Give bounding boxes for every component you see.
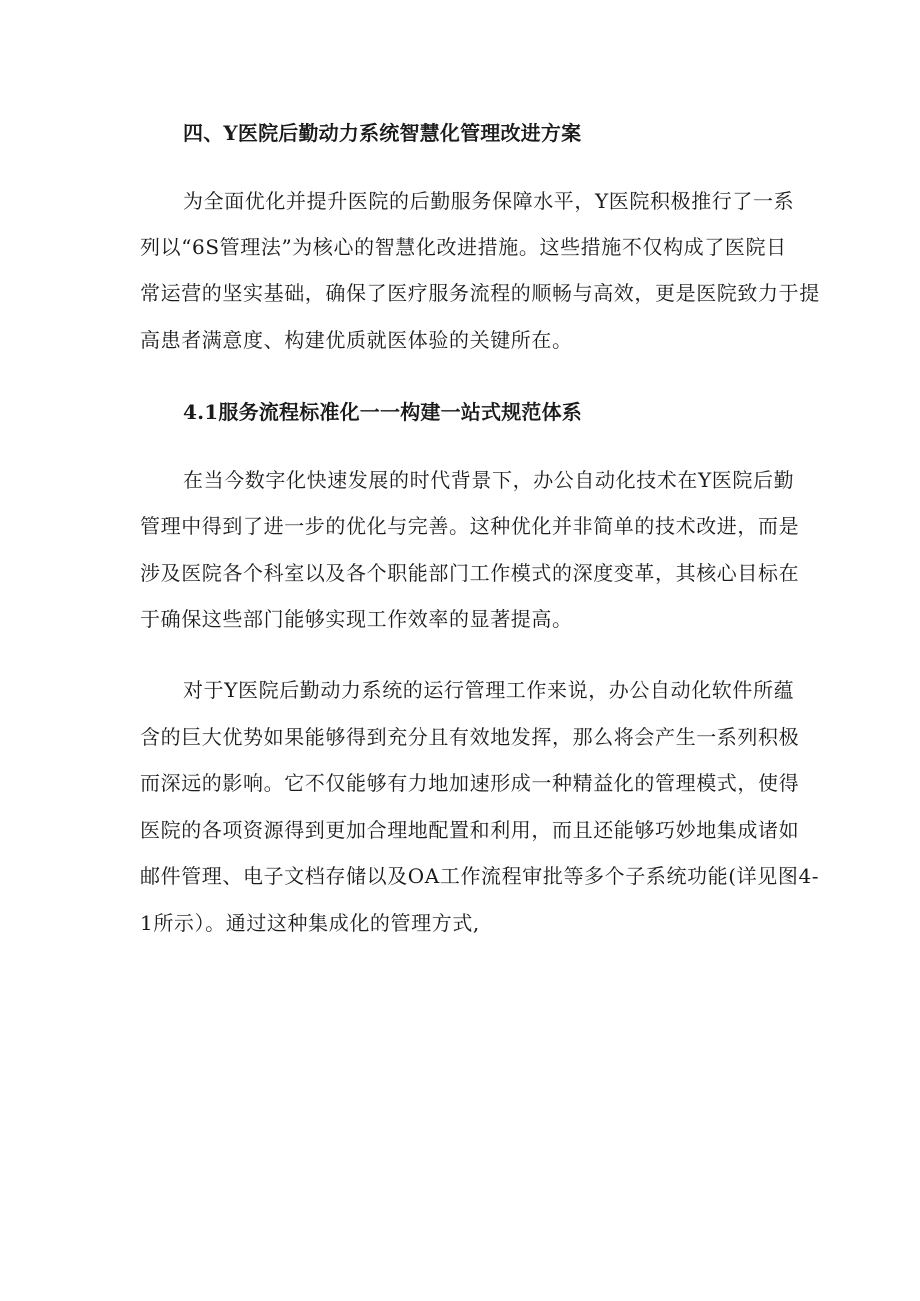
para2-line-5: 邮件管理、电子文档存储以及OA工作流程审批等多个子系统功能(详见图4- <box>140 864 820 888</box>
intro-line-1: 为全面优化并提升医院的后勤服务保障水平，Y医院积极推行了一系 <box>183 189 795 213</box>
para1-line-1: 在当今数字化快速发展的时代背景下，办公自动化技术在Y医院后勤 <box>183 468 795 492</box>
para2-line-4: 医院的各项资源得到更加合理地配置和利用，而且还能够巧妙地集成诸如 <box>140 818 800 842</box>
intro-line-4: 高患者满意度、构建优质就医体验的关键所在。 <box>140 328 573 352</box>
subsection-heading: 4.1服务流程标准化一一构建一站式规范体系 <box>183 400 582 424</box>
intro-line-2: 列以“6S管理法”为核心的智慧化改进措施。这些措施不仅构成了医院日 <box>140 235 787 259</box>
para2-line-3: 而深远的影响。它不仅能够有力地加速形成一种精益化的管理模式，使得 <box>140 771 800 795</box>
para1-line-2: 管理中得到了进一步的优化与完善。这种优化并非简单的技术改进，而是 <box>140 514 800 538</box>
para1-line-4: 于确保这些部门能够实现工作效率的显著提高。 <box>140 607 573 631</box>
para2-line-1: 对于Y医院后勤动力系统的运行管理工作来说，办公自动化软件所蕴 <box>183 678 795 702</box>
para1-line-3: 涉及医院各个科室以及各个职能部门工作模式的深度变革，其核心目标在 <box>140 561 800 585</box>
para2-line-6: 1所示）。通过这种集成化的管理方式, <box>140 911 480 935</box>
section-heading: 四、Y医院后勤动力系统智慧化管理改进方案 <box>183 121 582 145</box>
para2-line-2: 含的巨大优势如果能够得到充分且有效地发挥，那么将会产生一系列积极 <box>140 725 800 749</box>
intro-line-3: 常运营的坚实基础，确保了医疗服务流程的顺畅与高效，更是医院致力于提 <box>140 281 820 305</box>
